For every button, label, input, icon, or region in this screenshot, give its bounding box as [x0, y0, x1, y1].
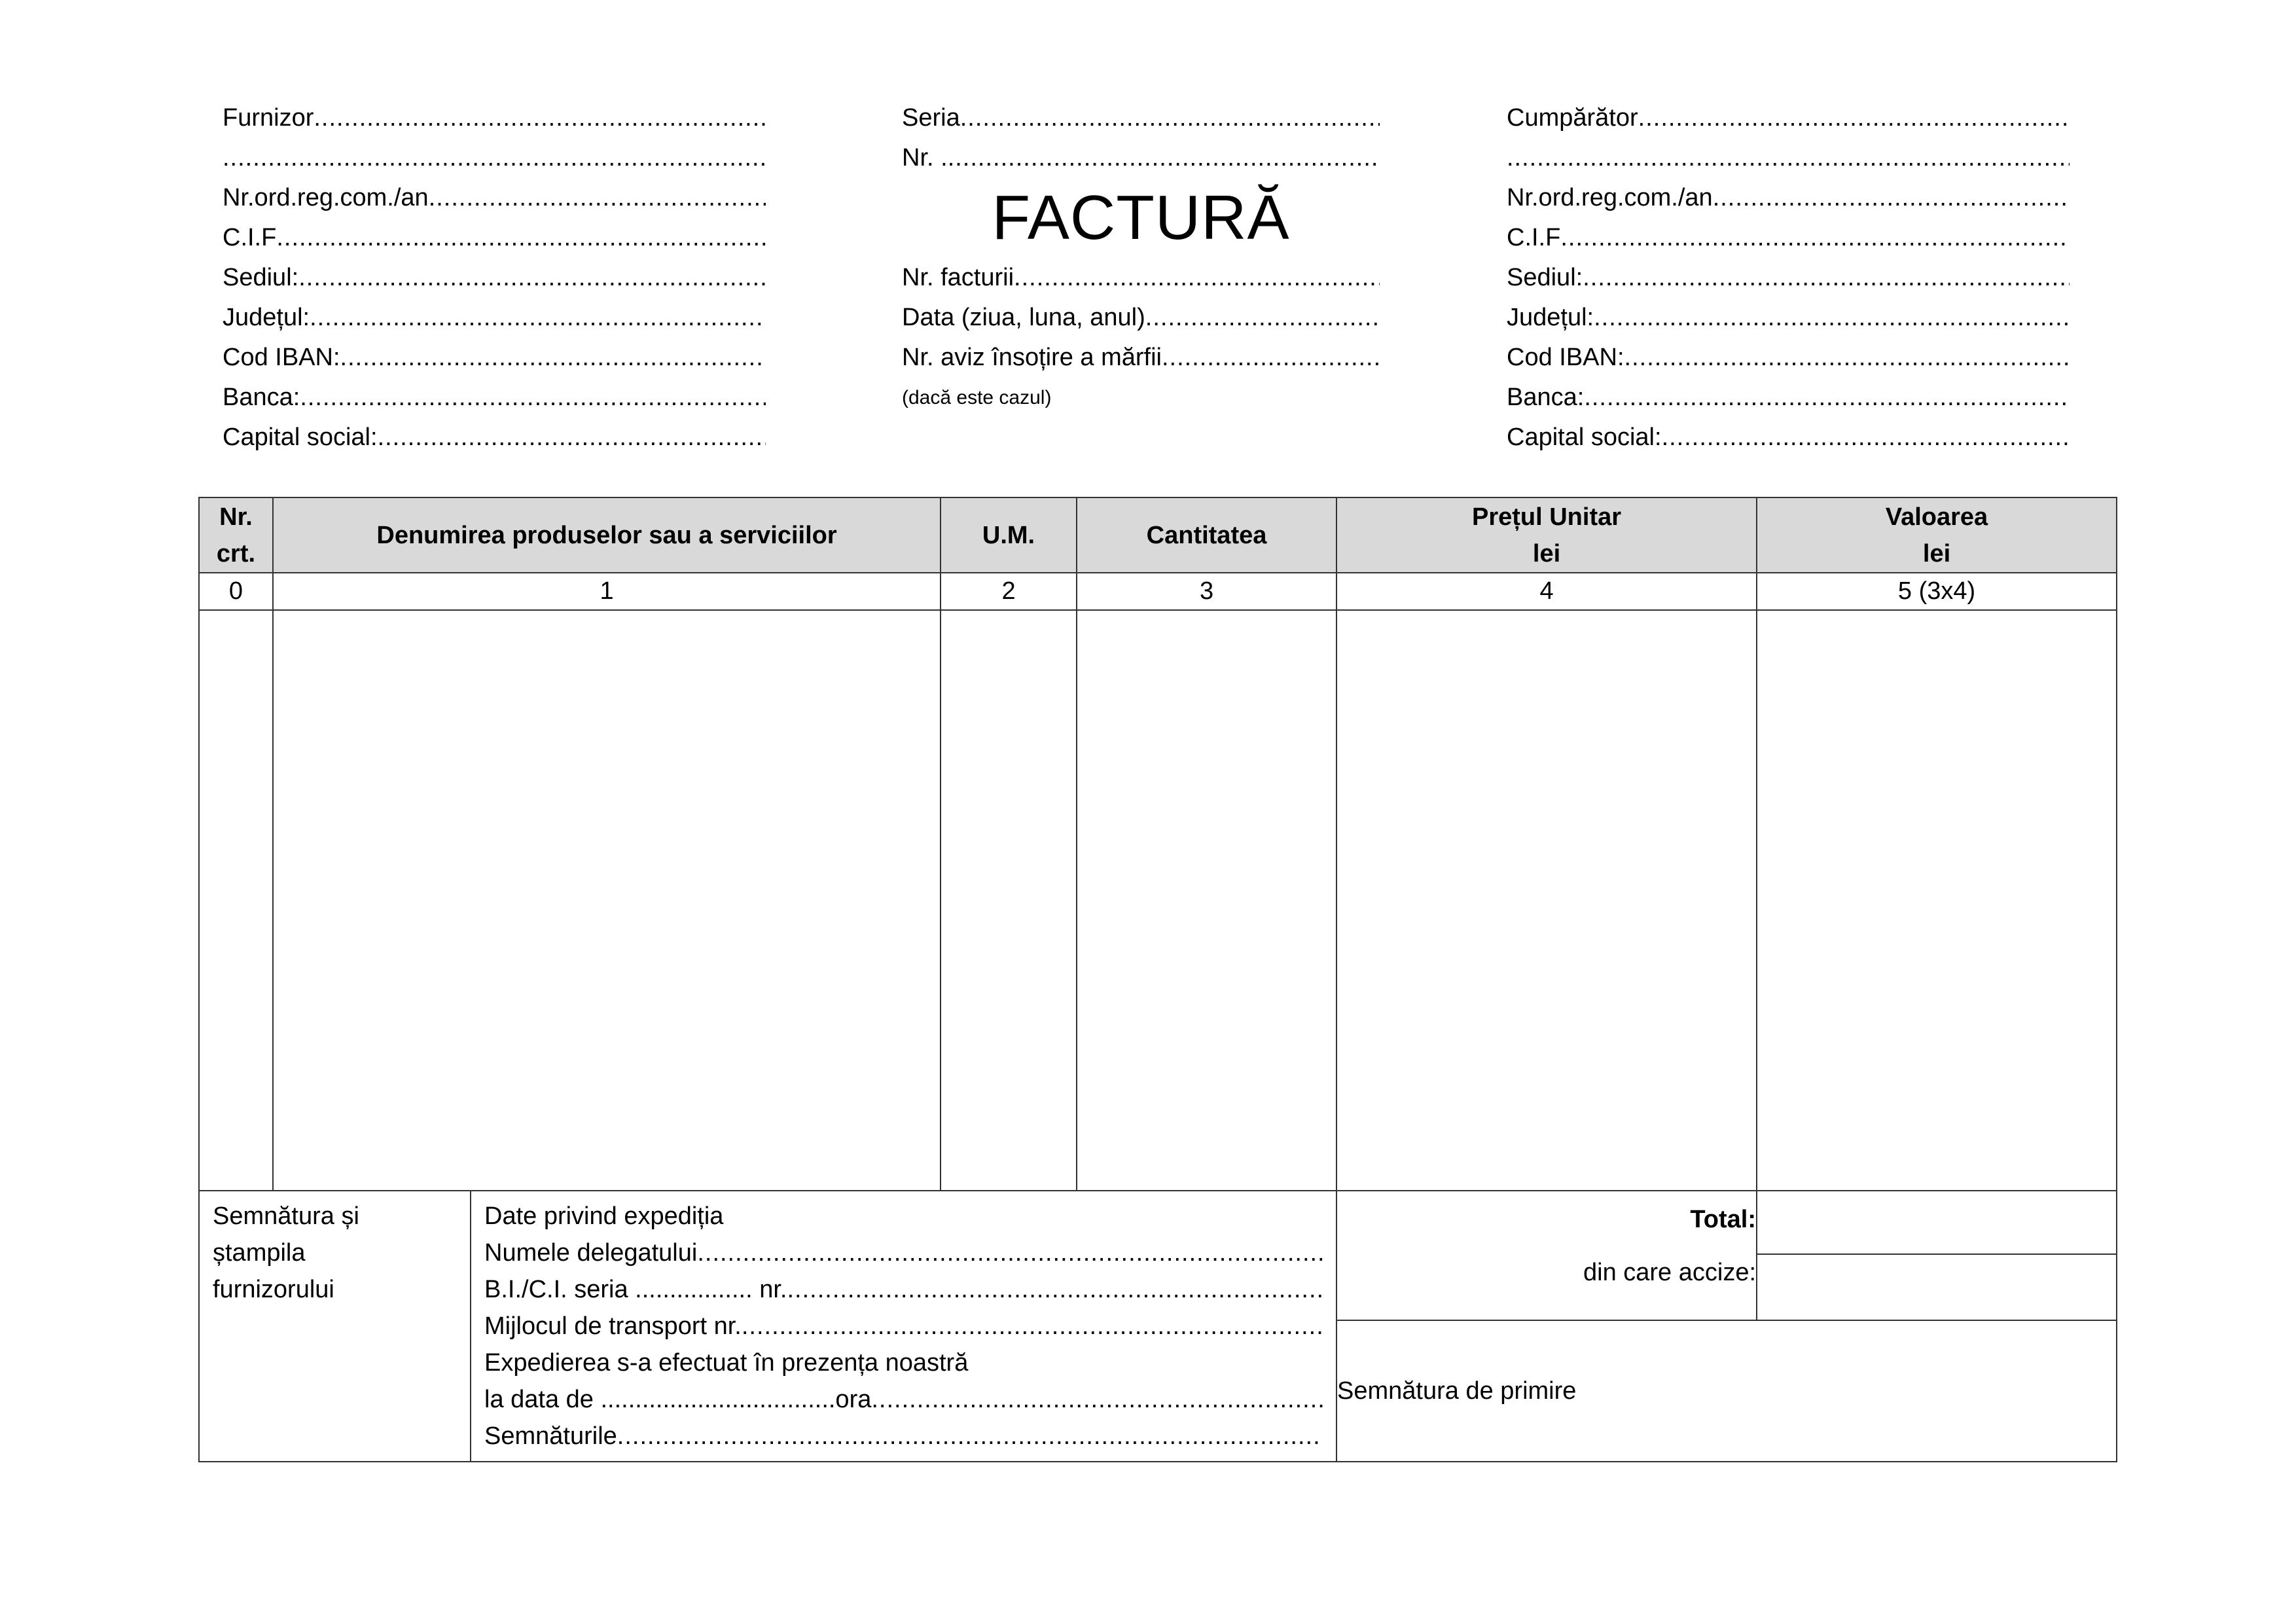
supplier-stamp-label: ștampila	[213, 1239, 306, 1267]
column-number: 2	[941, 573, 1077, 610]
invoice-number-field[interactable]: Nr. facturii .....	[902, 258, 1380, 298]
items-body-row	[199, 610, 2117, 1191]
header-unit: U.M.	[941, 497, 1077, 573]
excise-label: din care accize:	[1583, 1259, 1757, 1286]
excise-value-cell[interactable]	[1757, 1254, 2117, 1320]
supplier-signature-cell[interactable]	[199, 1191, 471, 1462]
column-number: 4	[1336, 573, 1757, 610]
delivery-note-field[interactable]: Nr. aviz însoțire a mărfii .....	[902, 338, 1380, 378]
supplier-cif-field[interactable]: C.I.F .....	[223, 218, 766, 258]
buyer-bank-field[interactable]: Banca: .....	[1507, 378, 2070, 418]
supplier-label: furnizorului	[213, 1276, 334, 1303]
buyer-county-field[interactable]: Județul: .....	[1507, 298, 2070, 338]
expedition-details-cell	[471, 1191, 1336, 1462]
table-header-row	[199, 497, 2117, 573]
document-title: FACTURĂ	[992, 183, 1290, 253]
buyer-reg-field[interactable]: Nr.ord.reg.com./an .....	[1507, 178, 2070, 218]
buyer-block	[1507, 98, 2070, 458]
invoice-date-field[interactable]: Data (ziua, luna, anul) .....	[902, 298, 1380, 338]
header-product-name: Denumirea produselor sau a serviciilor	[273, 497, 941, 573]
item-quantity-cell[interactable]	[1077, 610, 1336, 1191]
column-number: 5 (3x4)	[1757, 573, 2117, 610]
supplier-county-field[interactable]: Județul: .....	[223, 298, 766, 338]
header-quantity: Cantitatea	[1077, 497, 1336, 573]
invoice-block	[902, 98, 1380, 418]
buyer-iban-field[interactable]: Cod IBAN: .....	[1507, 338, 2070, 378]
supplier-bank-field[interactable]: Banca: .....	[223, 378, 766, 418]
supplier-signature-label: Semnătura și	[213, 1202, 359, 1230]
receipt-signature-label: Semnătura de primire	[1337, 1377, 1577, 1405]
delegate-name-field[interactable]: Numele delegatului .....	[484, 1235, 1323, 1271]
supplier-name-field[interactable]: Furnizor .....	[223, 98, 766, 138]
series-field[interactable]: Seria .....	[902, 98, 1380, 138]
header-nr-crt: Nr. crt.	[199, 497, 273, 573]
transport-field[interactable]: Mijlocul de transport nr. .....	[484, 1308, 1323, 1344]
expedition-title: Date privind expediția	[484, 1202, 724, 1230]
buyer-address-field[interactable]: Sediul: .....	[1507, 258, 2070, 298]
number-field[interactable]: Nr. . .....	[902, 138, 1380, 178]
invoice-items-table	[198, 497, 2117, 1462]
column-number: 1	[273, 573, 941, 610]
total-value-cell[interactable]	[1757, 1191, 2117, 1254]
supplier-capital-field[interactable]: Capital social: .....	[223, 418, 766, 458]
column-number: 0	[199, 573, 273, 610]
item-price-cell[interactable]	[1336, 610, 1757, 1191]
item-value-cell[interactable]	[1757, 610, 2117, 1191]
item-unit-cell[interactable]	[941, 610, 1077, 1191]
header-unit-price: Prețul Unitar lei	[1336, 497, 1757, 573]
supplier-iban-field[interactable]: Cod IBAN: .....	[223, 338, 766, 378]
supplier-name-field-cont[interactable]	[223, 138, 766, 178]
header-value: Valoarea lei	[1757, 497, 2117, 573]
expedition-note: Expedierea s-a efectuat în prezența noastră	[484, 1349, 969, 1377]
supplier-reg-field[interactable]: Nr.ord.reg.com./an .....	[223, 178, 766, 218]
id-card-field[interactable]: B.I./C.I. seria ................. nr. .....	[484, 1271, 1323, 1308]
supplier-address-field[interactable]: Sediul: .....	[223, 258, 766, 298]
column-number-row	[199, 573, 2117, 610]
total-label: Total:	[1690, 1206, 1757, 1233]
supplier-block	[223, 98, 766, 458]
buyer-cif-field[interactable]: C.I.F .....	[1507, 218, 2070, 258]
column-number: 3	[1077, 573, 1336, 610]
buyer-name-field[interactable]: Cumpărător .....	[1507, 98, 2070, 138]
buyer-name-field-cont[interactable]	[1507, 138, 2070, 178]
footer-row-total	[199, 1191, 2117, 1254]
signatures-field[interactable]: Semnăturile .....	[484, 1418, 1323, 1454]
expedition-date-time-field[interactable]: la data de ..................................ora .....	[484, 1381, 1323, 1418]
delivery-note-hint: (dacă este cazul)	[902, 387, 1052, 408]
receipt-signature-cell[interactable]	[1336, 1320, 2117, 1462]
buyer-capital-field[interactable]: Capital social: .....	[1507, 418, 2070, 458]
totals-label-cell	[1336, 1191, 1757, 1320]
item-nr-cell[interactable]	[199, 610, 273, 1191]
item-name-cell[interactable]	[273, 610, 941, 1191]
